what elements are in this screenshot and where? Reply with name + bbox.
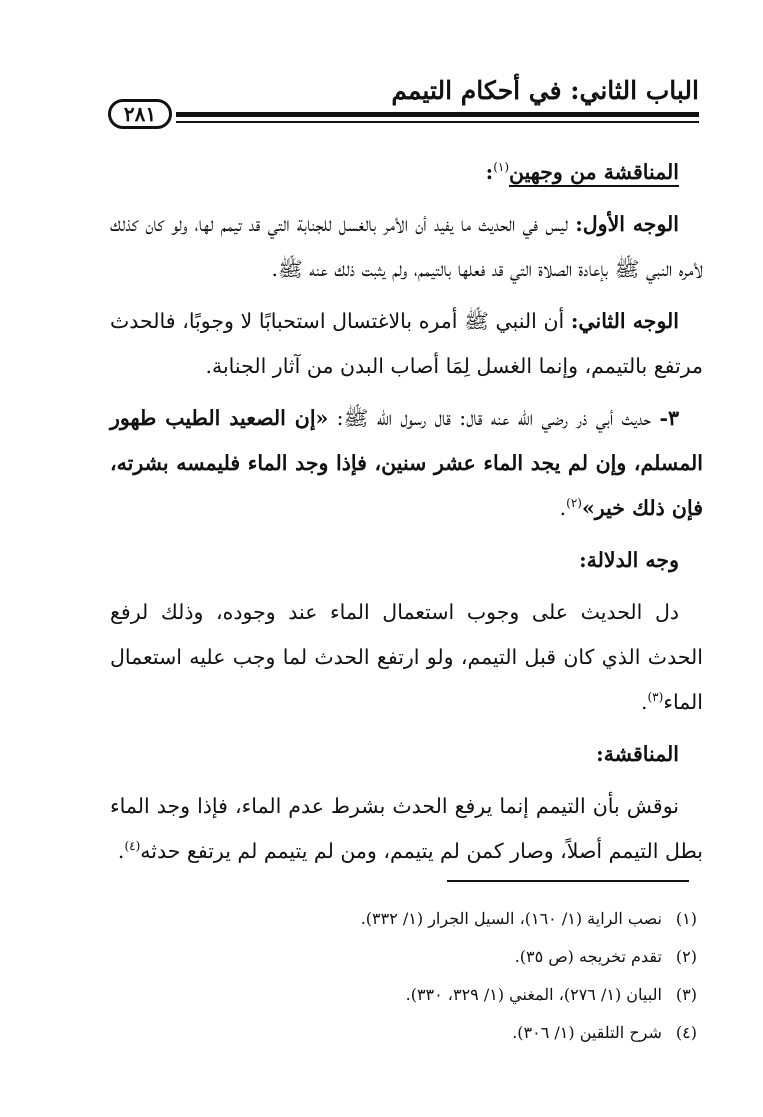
footnote-item [361,1014,697,1052]
paragraph-end: . [559,496,567,520]
chapter-title: الباب الثاني: في أحكام التيمم [391,76,699,105]
footnote-ref: (٢) [566,496,582,511]
section-heading [110,732,703,777]
paragraph-end: . [117,839,125,863]
section-heading [110,538,703,583]
heading-text: المناقشة من وجهين [509,160,679,184]
footnote-text: نصب الراية (١/ ١٦٠)، السيل الجرار (١/ ٣٣٢). [360,909,662,928]
paragraph [110,590,703,725]
footnote-number: (٤) [675,1023,697,1042]
footnotes [361,900,697,1052]
footnote-number: (٣) [675,985,697,1004]
main-text [110,150,703,881]
hadith-text: «إن الصعيد الطيب طهور المسلم، وإن لم يجد الماء عشر سنين، فإذا وجد الماء فليمسه بشرته، فإن ذلك خير» [110,406,703,520]
heading-colon: : [485,160,494,184]
paragraph [110,202,703,292]
footnote-item [361,900,697,938]
header-rule-thin [176,121,699,123]
footnote-ref: (١) [493,160,510,175]
page-number: ٢٨١ [108,99,172,129]
heading-text: المناقشة: [596,742,679,766]
paragraph-label: الوجه الأول: [575,212,679,236]
footnote-divider [447,880,689,882]
footnote-ref: (٤) [124,839,141,854]
paragraph-text: نوقش بأن التيمم إنما يرفع الحدث بشرط عدم الماء، فإذا وجد الماء بطل التيمم أصلاً، وصار كمن لم يتيمم، ومن لم يتيمم لم يرتفع حدثه [110,794,703,863]
footnote-item [361,938,697,976]
paragraph [110,396,703,531]
footnote-text: تقدم تخريجه (ص ٣٥). [514,947,662,966]
paragraph-end: . [640,690,648,714]
footnote-number: (١) [675,909,697,928]
paragraph-text: حديث أبي ذر رضي الله عنه قال: قال رسول الله ﷺ: [328,406,652,430]
footnote-text: البيان (١/ ٢٧٦)، المغني (١/ ٣٢٩، ٣٣٠). [405,985,662,1004]
paragraph [110,299,703,389]
paragraph-text: ليس في الحديث ما يفيد أن الأمر بالغسل للجنابة التي قد تيمم لها، ولو كان كذلك لأمره النبي ﷺ بإعادة الصلاة التي قد فعلها بالتيمم، ولم يثبت ذلك عنه ﷺ. [110,212,703,281]
paragraph-text: أن النبي ﷺ أمره بالاغتسال استحبابًا لا وجوبًا، فالحدث مرتفع بالتيمم، وإنما الغسل لِمَا أصاب البدن من آثار الجنابة. [110,309,703,378]
paragraph [110,784,703,874]
paragraph-label: الوجه الثاني: [570,309,679,333]
footnote-number: (٢) [675,947,697,966]
footnote-ref: (٣) [647,690,664,705]
heading-text: وجه الدلالة: [579,548,679,572]
item-number: ٣- [659,406,679,430]
paragraph-text: دل الحديث على وجوب استعمال الماء عند وجوده، وذلك لرفع الحدث الذي كان قبل التيمم، ولو ارتفع الحدث لما وجب عليه استعمال الماء [110,600,703,714]
header-rule [176,112,699,117]
section-heading [110,150,703,195]
footnote-item [361,976,697,1014]
footnote-text: شرح التلقين (١/ ٣٠٦). [512,1023,662,1042]
